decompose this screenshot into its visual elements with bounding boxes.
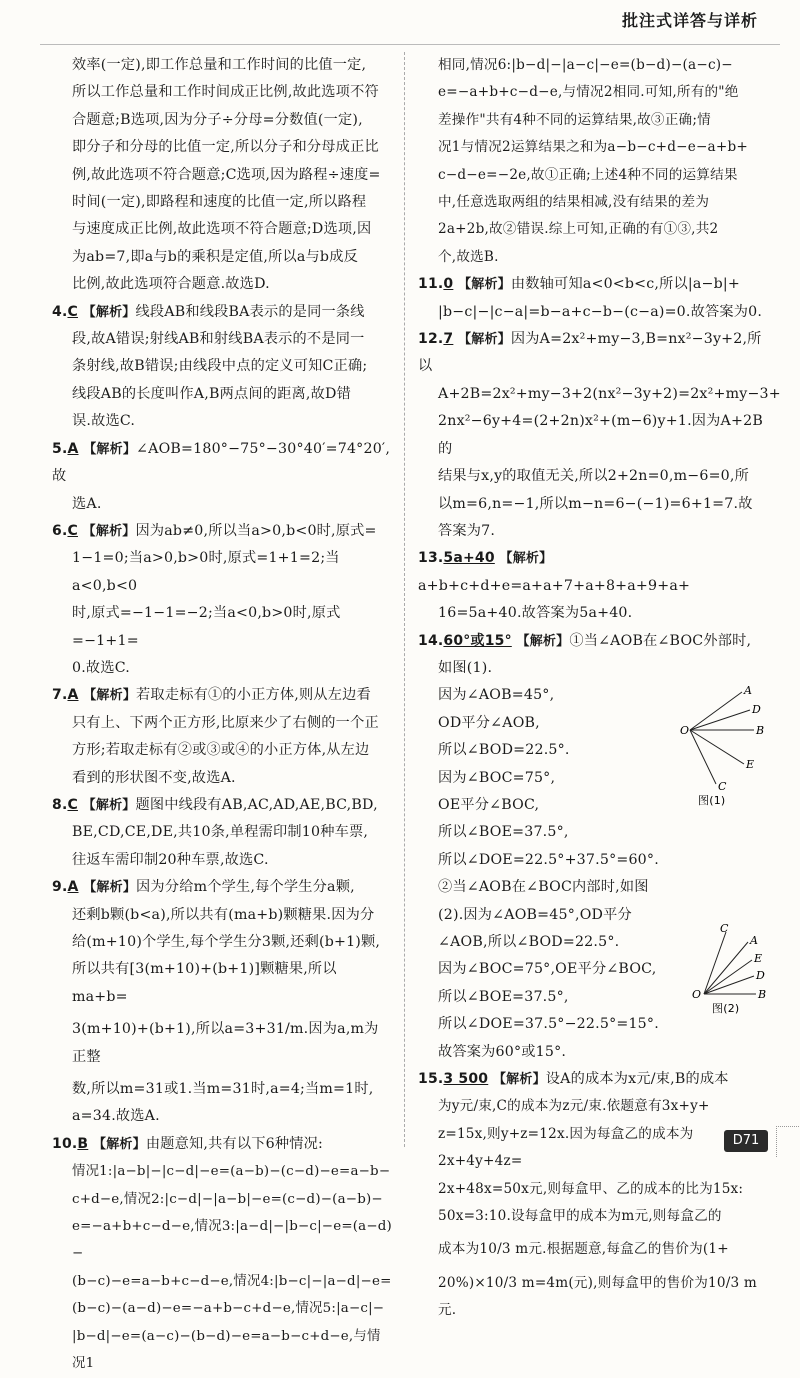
- text-line: 2x+48x=50x元,则每盒甲、乙的成本的比为15x:: [438, 1180, 744, 1197]
- text-line: 0.故选C.: [72, 659, 130, 676]
- answer: A: [67, 879, 79, 896]
- text-line: c−d−e=−2e,故①正确;上述4种不同的运算结果: [438, 166, 738, 183]
- label-D: D: [752, 702, 762, 716]
- page-header-title: 批注式详答与详析: [621, 11, 758, 30]
- text-line: 3(m+10)+(b+1),所以a=3+31/m.因为a,m为正整: [72, 1021, 379, 1065]
- text-line: 只有上、下两个正方形,比原来少了右侧的一个正: [72, 714, 379, 731]
- text-line: 中,任意选取两组的结果相减,没有结果的差为: [438, 194, 710, 211]
- q3-continuation: [52, 52, 392, 299]
- text-line: ②当∠AOB在∠BOC内部时,如图: [438, 879, 649, 896]
- question-number: 10.: [52, 1135, 78, 1152]
- text-line: 为y元/束,C的成本为z元/束.依题意有3x+y+: [438, 1098, 710, 1115]
- text-line: 因为A=2x²+my−3,B=nx²−3y+2,所以: [418, 331, 762, 375]
- question-number: 5.: [52, 440, 68, 457]
- analysis-tag: 【解析】: [82, 304, 136, 320]
- text-line: 况1与情况2运算结果之和为a−b−c+d−e−a+b+: [438, 139, 748, 156]
- text-line: 条射线,故B错误;由线段中点的定义可知C正确;: [72, 358, 368, 375]
- text-line: 由数轴可知a<0<b<c,所以|a−b|+: [510, 276, 740, 293]
- question-14: [418, 628, 774, 1067]
- figure-2: [690, 924, 774, 1026]
- text-line: 线段AB和线段BA表示的是同一条线: [135, 303, 365, 320]
- question-number: 8.: [52, 796, 68, 813]
- label-O: O: [680, 723, 690, 737]
- text-line: 还剩b颗(b<a),所以共有(ma+b)颗糖果.因为分: [72, 906, 375, 923]
- text-line: 时间(一定),即路程和速度的比值一定,所以路程: [72, 194, 367, 211]
- text-line: 方形;若取走标有②或③或④的小正方体,从左边: [72, 742, 370, 759]
- text-line: 结果与x,y的取值无关,所以2+2n=0,m−6=0,所: [438, 468, 749, 485]
- text-line: (b−c)−e=a−b+c−d−e,情况4:|b−c|−|a−d|−e=: [72, 1273, 392, 1289]
- text-line: 因为∠BOC=75°,: [438, 769, 556, 786]
- question-5: [52, 436, 392, 518]
- text-line: e=−a+b+c−d−e,情况3:|a−d|−|b−c|−e=(a−d)−: [72, 1219, 392, 1262]
- text-line: 比例,故此选项符合题意.故选D.: [72, 276, 270, 293]
- label-C: C: [718, 779, 727, 793]
- answer: C: [67, 303, 78, 320]
- text-line: 20%)×10/3 m=4m(元),则每盒甲的售价为10/3 m元.: [438, 1274, 757, 1319]
- answer: 3 500: [443, 1071, 489, 1088]
- column-divider: [404, 52, 405, 1147]
- label-A: A: [750, 933, 759, 947]
- text-line: ∠AOB,所以∠BOD=22.5°.: [438, 934, 620, 950]
- text-line: (b−c)−(a−d)−e=−a+b−c+d−e,情况5:|a−c|−: [72, 1301, 385, 1317]
- question-9: [52, 874, 392, 1131]
- right-column: [418, 52, 781, 1331]
- text-line: 所以∠DOE=37.5°−22.5°=15°.: [438, 1016, 659, 1033]
- question-number: 7.: [52, 687, 68, 704]
- question-15: [418, 1066, 774, 1325]
- text-line: 题图中线段有AB,AC,AD,AE,BC,BD,: [135, 796, 378, 813]
- text-line: 成本为10/3 m元.根据题意,每盒乙的售价为(1+: [438, 1241, 729, 1258]
- text-line: 所以∠BOD=22.5°.: [438, 742, 570, 759]
- question-13: [418, 545, 774, 627]
- question-4: [52, 299, 392, 436]
- text-line: A+2B=2x²+my−3+2(nx²−3y+2)=2x²+my−3+: [438, 385, 781, 402]
- question-number: 6.: [52, 522, 68, 539]
- answer: C: [67, 522, 78, 539]
- label-E: E: [754, 951, 763, 965]
- label-C: C: [720, 923, 729, 935]
- text-line: (2).因为∠AOB=45°,OD平分: [438, 906, 632, 923]
- text-line: 1−1=0;当a>0,b>0时,原式=1+1=2;当a<0,b<0: [72, 550, 340, 594]
- analysis-tag: 【解析】: [458, 332, 511, 348]
- question-number: 9.: [52, 879, 68, 896]
- text-line: 因为分给m个学生,每个学生分a颗,: [136, 879, 355, 896]
- text-line: 以m=6,n=−1,所以m−n=6−(−1)=6+1=7.故: [438, 495, 753, 512]
- text-line: |b−d|−e=(a−c)−(b−d)−e=a−b−c+d−e,与情况1: [72, 1328, 381, 1372]
- analysis-tag: 【解析】: [83, 880, 137, 896]
- label-B: B: [758, 987, 767, 1001]
- text-line: 如图(1).: [438, 659, 493, 676]
- analysis-tag: 【解析】: [516, 633, 570, 649]
- question-7: [52, 682, 392, 792]
- text-line: a=34.故选A.: [72, 1108, 160, 1125]
- text-line: 即分子和分母的比值一定,所以分子和分母成正比: [72, 139, 379, 156]
- analysis-tag: 【解析】: [93, 1136, 146, 1152]
- answer: A: [67, 440, 79, 457]
- question-number: 12.: [418, 331, 444, 348]
- question-number: 14.: [418, 632, 444, 649]
- analysis-tag: 【解析】: [82, 797, 136, 813]
- text-line: a+b+c+d+e=a+a+7+a+8+a+9+a+: [418, 577, 691, 594]
- text-line: 效率(一定),即工作总量和工作时间的比值一定,: [72, 57, 367, 73]
- page-number: D71: [724, 1130, 768, 1152]
- analysis-tag: 【解析】: [83, 688, 137, 704]
- text-line: 与速度成正比例,故此选项不符合题意;D选项,因: [72, 221, 372, 238]
- text-line: 个,故选B.: [438, 248, 499, 265]
- label-A: A: [744, 685, 753, 697]
- text-line: ①当∠AOB在∠BOC外部时,: [569, 632, 752, 649]
- text-line: e=−a+b+c−d−e,与情况2相同.可知,所有的"绝: [438, 84, 739, 101]
- text-line: z=15x,则y+z=12x.因为每盒乙的成本为2x+4y+4z=: [438, 1125, 694, 1170]
- answer: 0: [443, 276, 454, 293]
- text-line: 2a+2b,故②错误.综上可知,正确的有①③,共2: [438, 221, 719, 238]
- text-line: 误.故选C.: [72, 413, 136, 430]
- text-line: 相同,情况6:|b−d|−|a−c|−e=(b−d)−(a−c)−: [438, 57, 733, 73]
- text-line: 选A.: [72, 495, 102, 512]
- text-line: 情况1:|a−b|−|c−d|−e=(a−b)−(c−d)−e=a−b−: [72, 1164, 391, 1180]
- analysis-tag: 【解析】: [82, 523, 136, 539]
- question-number: 4.: [52, 303, 68, 320]
- text-line: 若取走标有①的小正方体,则从左边看: [136, 687, 371, 704]
- text-line: 数,所以m=31或1.当m=31时,a=4;当m=1时,: [72, 1081, 374, 1098]
- label-B: B: [756, 723, 765, 737]
- text-line: |b−c|−|c−a|=b−a+c−b−(c−a)=0.故答案为0.: [438, 303, 763, 320]
- text-line: 因为∠AOB=45°,: [438, 687, 555, 704]
- text-line: 差操作"共有4种不同的运算结果,故③正确;情: [438, 111, 711, 128]
- figure-1: [680, 686, 776, 816]
- figure-2-caption: 图(2): [712, 1001, 740, 1015]
- text-line: 线段AB的长度叫作A,B两点间的距离,故D错: [72, 385, 351, 402]
- text-line: 50x=3:10.设每盒甲的成本为m元,则每盒乙的: [438, 1208, 722, 1225]
- question-number: 13.: [418, 550, 444, 567]
- text-line: BE,CD,CE,DE,共10条,单程需印制10种车票,: [72, 824, 369, 841]
- answer: C: [67, 796, 78, 813]
- text-line: ∠AOB=180°−75°−30°40′=74°20′,故: [52, 440, 391, 485]
- text-line: 由题意知,共有以下6种情况:: [145, 1135, 323, 1152]
- figure-1-caption: 图(1): [698, 793, 726, 806]
- analysis-tag: 【解析】: [499, 551, 553, 567]
- question-number: 15.: [418, 1071, 444, 1088]
- text-line: 时,原式=−1−1=−2;当a<0,b>0时,原式=−1+1=: [72, 605, 341, 649]
- text-line: 所以共有[3(m+10)+(b+1)]颗糖果,所以ma+b=: [72, 961, 337, 1005]
- text-line: 所以工作总量和工作时间成正比例,故此选项不符: [72, 84, 379, 101]
- question-number: 11.: [418, 276, 444, 293]
- text-line: 所以∠BOE=37.5°,: [438, 988, 569, 1005]
- text-line: 给(m+10)个学生,每个学生分3颗,还剩(b+1)颗,: [72, 934, 381, 950]
- text-line: 看到的形状图不变,故选A.: [72, 769, 236, 786]
- text-line: 例,故此选项不符合题意;C选项,因为路程÷速度=: [72, 166, 381, 183]
- analysis-tag: 【解析】: [83, 441, 137, 457]
- answer: 7: [443, 331, 454, 348]
- text-line: 所以∠DOE=22.5°+37.5°=60°.: [438, 851, 659, 868]
- text-line: 合题意;B选项,因为分子÷分母=分数值(一定),: [72, 111, 363, 128]
- text-line: OD平分∠AOB,: [438, 714, 540, 731]
- label-E: E: [746, 757, 755, 771]
- question-11: [418, 271, 774, 326]
- left-column: [52, 52, 392, 1378]
- answer: 60°或15°: [443, 632, 512, 649]
- question-12: [418, 326, 781, 545]
- page-corner-mark: [776, 1126, 800, 1157]
- text-line: 往返车需印制20种车票,故选C.: [72, 851, 269, 868]
- text-line: c+d−e,情况2:|c−d|−|a−b|−e=(c−d)−(a−b)−: [72, 1191, 383, 1207]
- text-line: 段,故A错误;射线AB和射线BA表示的不是同一: [72, 331, 365, 348]
- label-O: O: [692, 987, 702, 1001]
- text-line: 答案为7.: [438, 522, 496, 539]
- text-line: 所以∠BOE=37.5°,: [438, 824, 569, 841]
- label-D: D: [756, 968, 766, 982]
- question-8: [52, 792, 392, 874]
- text-line: OE平分∠BOC,: [438, 796, 540, 813]
- analysis-tag: 【解析】: [492, 1072, 546, 1088]
- answer: A: [67, 687, 79, 704]
- q10-continuation: [418, 52, 774, 271]
- text-line: 2nx²−6y+4=(2+2n)x²+(m−6)y+1.因为A+2B的: [438, 413, 763, 457]
- text-line: 因为∠BOC=75°,OE平分∠BOC,: [438, 961, 657, 978]
- text-line: 16=5a+40.故答案为5a+40.: [438, 605, 633, 622]
- analysis-tag: 【解析】: [458, 277, 511, 293]
- answer: 5a+40: [443, 550, 495, 567]
- text-line: 为ab=7,即a与b的乘积是定值,所以a与b成反: [72, 248, 358, 265]
- text-line: 设A的成本为x元/束,B的成本: [545, 1071, 729, 1088]
- answer: B: [77, 1135, 89, 1152]
- text-line: 因为ab≠0,所以当a>0,b<0时,原式=: [135, 522, 377, 539]
- question-10: [52, 1131, 392, 1378]
- text-line: 故答案为60°或15°.: [438, 1043, 567, 1060]
- question-6: [52, 518, 392, 682]
- header-rule: [40, 44, 780, 45]
